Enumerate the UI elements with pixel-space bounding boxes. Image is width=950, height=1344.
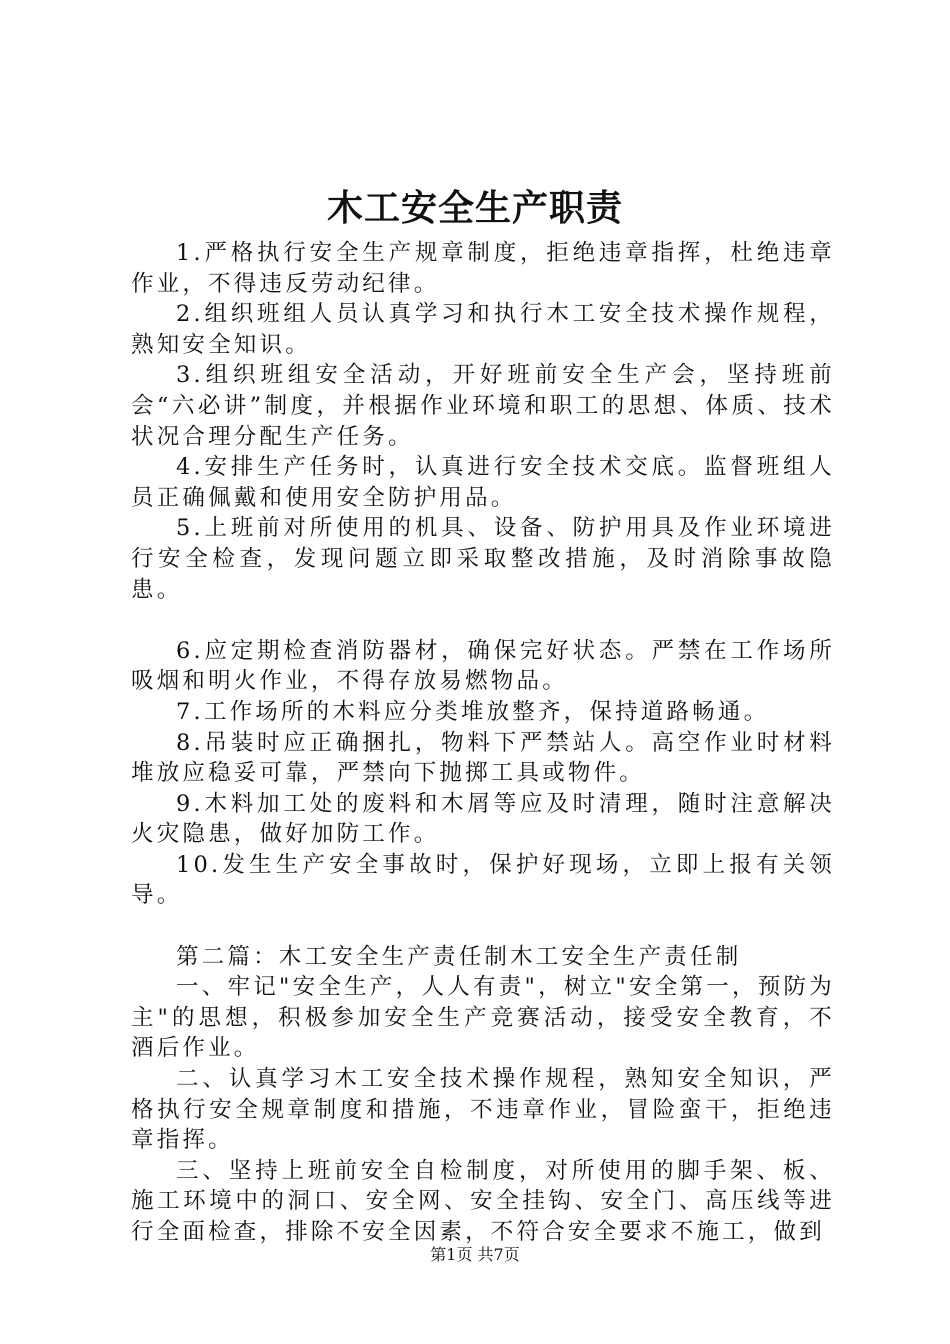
- paragraph-3: 3.组织班组安全活动，开好班前安全生产会，坚持班前会“六必讲”制度，并根据作业环境和职工的思想、体质、技术状况合理分配生产任务。: [131, 362, 835, 450]
- paragraph-5: 5.上班前对所使用的机具、设备、防护用具及作业环境进行安全检查，发现问题立即采取整改措施，及时消除事故隐患。: [131, 515, 835, 603]
- document-title: 木工安全生产职责: [326, 187, 623, 229]
- paragraph-9: 9.木料加工处的废料和木屑等应及时清理，随时注意解决火灾隐患，做好加防工作。: [131, 790, 835, 848]
- paragraph-part-two-1: 一、牢记"安全生产，人人有责"，树立"安全第一，预防为主"的思想，积极参加安全生产竞赛活动，接受安全教育，不酒后作业。: [131, 974, 835, 1062]
- paragraph-part-two-2: 二、认真学习木工安全技术操作规程，熟知安全知识，严格执行安全规章制度和措施，不违章作业，冒险蛮干，拒绝违章指挥。: [131, 1066, 835, 1154]
- page-number-footer: 第1页 共7页: [430, 1245, 520, 1264]
- paragraph-4: 4.安排生产任务时，认真进行安全技术交底。监督班组人员正确佩戴和使用安全防护用品。: [131, 454, 835, 511]
- paragraph-8: 8.吊装时应正确捆扎，物料下严禁站人。高空作业时材料堆放应稳妥可靠，严禁向下抛掷工具或物件。: [131, 729, 835, 787]
- paragraph-7: 7.工作场所的木料应分类堆放整齐，保持道路畅通。: [176, 698, 770, 725]
- paragraph-10: 10.发生生产安全事故时，保护好现场，立即上报有关领导。: [131, 851, 835, 909]
- paragraph-6: 6.应定期检查消防器材，确保完好状态。严禁在工作场所吸烟和明火作业，不得存放易燃物品。: [131, 637, 835, 695]
- paragraph-1: 1.严格执行安全生产规章制度，拒绝违章指挥，杜绝违章作业，不得违反劳动纪律。: [131, 240, 835, 297]
- paragraph-2: 2.组织班组人员认真学习和执行木工安全技术操作规程，熟知安全知识。: [131, 301, 835, 358]
- document-body: [131, 238, 835, 1248]
- paragraph-part-two-3: 三、坚持上班前安全自检制度，对所使用的脚手架、板、施工环境中的洞口、安全网、安全挂钩、安全门、高压线等进行全面检查，排除不安全因素，不符合安全要求不施工，做到: [131, 1157, 835, 1245]
- section-heading-part-two: 第二篇：木工安全生产责任制木工安全生产责任制: [176, 943, 742, 970]
